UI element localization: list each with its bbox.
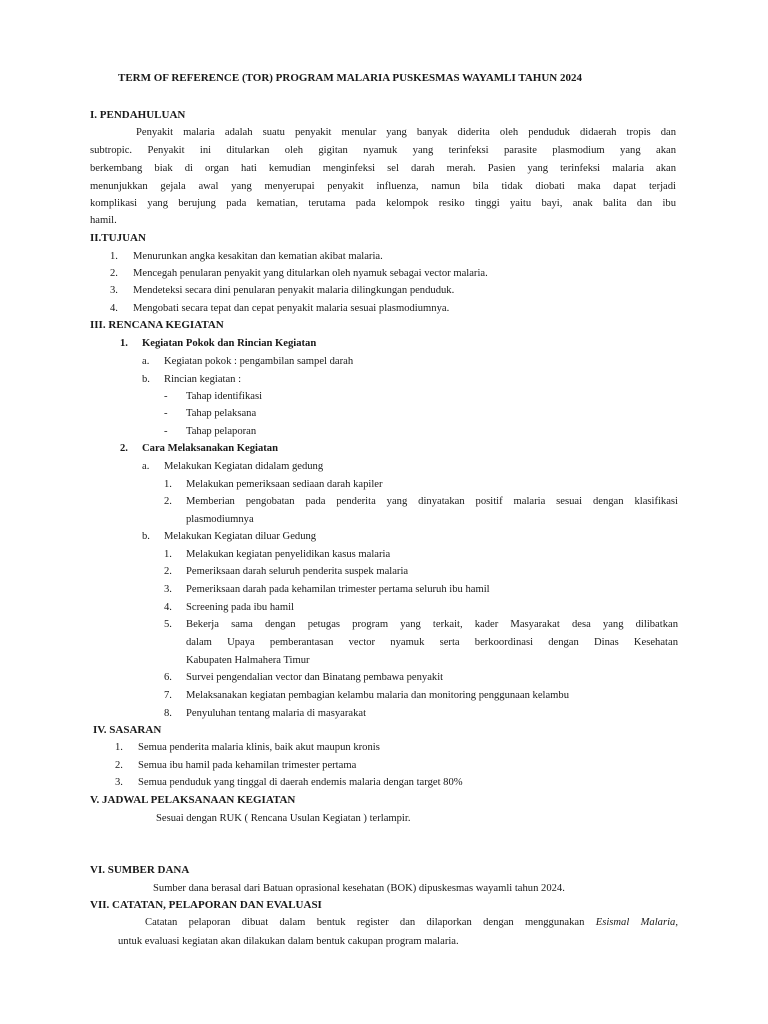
list-number: 3. bbox=[164, 584, 172, 595]
list-number: 4. bbox=[110, 303, 118, 314]
paragraph-line: menunjukkan gejala awal yang menyerupai penyakit influenza, namun bila tidak diobati maka dapat terjadi bbox=[90, 181, 676, 192]
list-item: Bekerja sama dengan petugas program yang terkait, kader Masyarakat desa yang dilibatkan bbox=[186, 619, 678, 630]
list-item: Pemeriksaan darah pada kehamilan trimester pertama seluruh ibu hamil bbox=[186, 584, 490, 595]
section-heading-catatan: VII. CATATAN, PELAPORAN DAN EVALUASI bbox=[90, 899, 322, 911]
list-item-continuation: dalam Upaya pemberantasan vector nyamuk serta berkoordinasi dengan Dinas Kesehatan bbox=[186, 637, 678, 648]
list-item: Semua penduduk yang tinggal di daerah endemis malaria dengan target 80% bbox=[138, 777, 463, 788]
list-item: Screening pada ibu hamil bbox=[186, 602, 294, 613]
paragraph-line: Sumber dana berasal dari Batuan oprasional kesehatan (BOK) dipuskesmas wayamli tahun 2024. bbox=[153, 883, 565, 894]
paragraph-text: Catatan pelaporan dibuat dalam bentuk register dan dilaporkan dengan menggunakan bbox=[145, 917, 585, 928]
list-item: Memberian pengobatan pada penderita yang dinyatakan positif malaria sesuai dengan klasifikasi bbox=[186, 496, 678, 507]
paragraph-line: hamil. bbox=[90, 215, 117, 226]
list-number: 4. bbox=[164, 602, 172, 613]
list-item-continuation: Kabupaten Halmahera Timur bbox=[186, 655, 310, 666]
list-number: 3. bbox=[115, 777, 123, 788]
list-number: 1. bbox=[164, 479, 172, 490]
section-heading-sasaran: IV. SASARAN bbox=[93, 724, 162, 736]
list-item: Tahap pelaporan bbox=[186, 426, 257, 437]
dash-bullet: - bbox=[164, 408, 168, 419]
list-item: Mencegah penularan penyakit yang ditularkan oleh nyamuk sebagai vector malaria. bbox=[133, 268, 488, 279]
list-item: Semua ibu hamil pada kehamilan trimester pertama bbox=[138, 760, 357, 771]
section-heading-jadwal: V. JADWAL PELAKSANAAN KEGIATAN bbox=[90, 794, 296, 806]
emphasis-text: Esismal Malaria bbox=[595, 917, 676, 928]
subsection-number: 1. bbox=[120, 338, 128, 349]
paragraph-line bbox=[145, 916, 678, 929]
list-number: 6. bbox=[164, 672, 172, 683]
subsection-number: 2. bbox=[120, 443, 128, 454]
list-item: Mendeteksi secara dini penularan penyakit malaria dilingkungan penduduk. bbox=[133, 285, 455, 296]
list-number: 8. bbox=[164, 708, 172, 719]
list-item: Tahap identifikasi bbox=[186, 391, 263, 402]
list-number: 3. bbox=[110, 285, 118, 296]
section-heading-pendahuluan: I. PENDAHULUAN bbox=[90, 109, 186, 121]
list-item-continuation: plasmodiumnya bbox=[186, 514, 254, 525]
paragraph-line: Sesuai dengan RUK ( Rencana Usulan Kegiatan ) terlampir. bbox=[156, 813, 411, 824]
list-item: Mengobati secara tepat dan cepat penyakit malaria sesuai plasmodiumnya. bbox=[133, 303, 450, 314]
paragraph-line: komplikasi yang berujung pada kematian, terutama pada kelompok resiko tinggi yaitu bayi, anak balita dan ibu bbox=[90, 198, 676, 209]
list-number: 2. bbox=[164, 496, 172, 507]
list-item: Survei pengendalian vector dan Binatang pembawa penyakit bbox=[186, 672, 444, 683]
list-letter: a. bbox=[142, 356, 150, 367]
list-number: 7. bbox=[164, 690, 172, 701]
paragraph-line: untuk evaluasi kegiatan akan dilakukan dalam bentuk cakupan program malaria. bbox=[118, 936, 459, 947]
list-item: Melakukan kegiatan penyelidikan kasus malaria bbox=[186, 549, 391, 560]
list-letter: a. bbox=[142, 461, 150, 472]
page-title: TERM OF REFERENCE (TOR) PROGRAM MALARIA PUSKESMAS WAYAMLI TAHUN 2024 bbox=[118, 72, 582, 84]
punctuation: , bbox=[675, 917, 678, 928]
list-letter: b. bbox=[142, 374, 150, 385]
dash-bullet: - bbox=[164, 426, 168, 437]
list-item: Melakukan Kegiatan diluar Gedung bbox=[164, 531, 317, 542]
list-item: Penyuluhan tentang malaria di masyarakat bbox=[186, 708, 367, 719]
list-item: Tahap pelaksana bbox=[186, 408, 257, 419]
list-item: Semua penderita malaria klinis, baik akut maupun kronis bbox=[138, 742, 380, 753]
list-number: 1. bbox=[115, 742, 123, 753]
section-heading-tujuan: II.TUJUAN bbox=[90, 232, 146, 244]
list-number: 1. bbox=[110, 251, 118, 262]
list-item: Rincian kegiatan : bbox=[164, 374, 242, 385]
paragraph-line: Penyakit malaria adalah suatu penyakit menular yang banyak diderita oleh penduduk didaerah tropis dan bbox=[136, 127, 676, 138]
dash-bullet: - bbox=[164, 391, 168, 402]
list-number: 2. bbox=[115, 760, 123, 771]
list-letter: b. bbox=[142, 531, 150, 542]
list-item: Melakukan Kegiatan didalam gedung bbox=[164, 461, 324, 472]
list-number: 2. bbox=[110, 268, 118, 279]
section-heading-rencana-kegiatan: III. RENCANA KEGIATAN bbox=[90, 319, 224, 331]
subsection-title: Cara Melaksanakan Kegiatan bbox=[142, 443, 278, 454]
paragraph-line: berkembang biak di organ hati kemudian menginfeksi sel darah merah. Pasien yang terinfeksi malaria akan bbox=[90, 163, 676, 174]
list-item: Kegiatan pokok : pengambilan sampel darah bbox=[164, 356, 354, 367]
subsection-title: Kegiatan Pokok dan Rincian Kegiatan bbox=[142, 338, 317, 349]
list-item: Pemeriksaan darah seluruh penderita suspek malaria bbox=[186, 566, 409, 577]
list-item: Menurunkan angka kesakitan dan kematian akibat malaria. bbox=[133, 251, 383, 262]
list-number: 5. bbox=[164, 619, 172, 630]
paragraph-line: subtropic. Penyakit ini ditularkan oleh gigitan nyamuk yang terinfeksi parasite plasmodium yang akan bbox=[90, 145, 676, 156]
list-number: 2. bbox=[164, 566, 172, 577]
list-item: Melakukan pemeriksaan sediaan darah kapiler bbox=[186, 479, 383, 490]
section-heading-sumber-dana: VI. SUMBER DANA bbox=[90, 864, 190, 876]
list-number: 1. bbox=[164, 549, 172, 560]
list-item: Melaksanakan kegiatan pembagian kelambu malaria dan monitoring penggunaan kelambu bbox=[186, 690, 570, 701]
